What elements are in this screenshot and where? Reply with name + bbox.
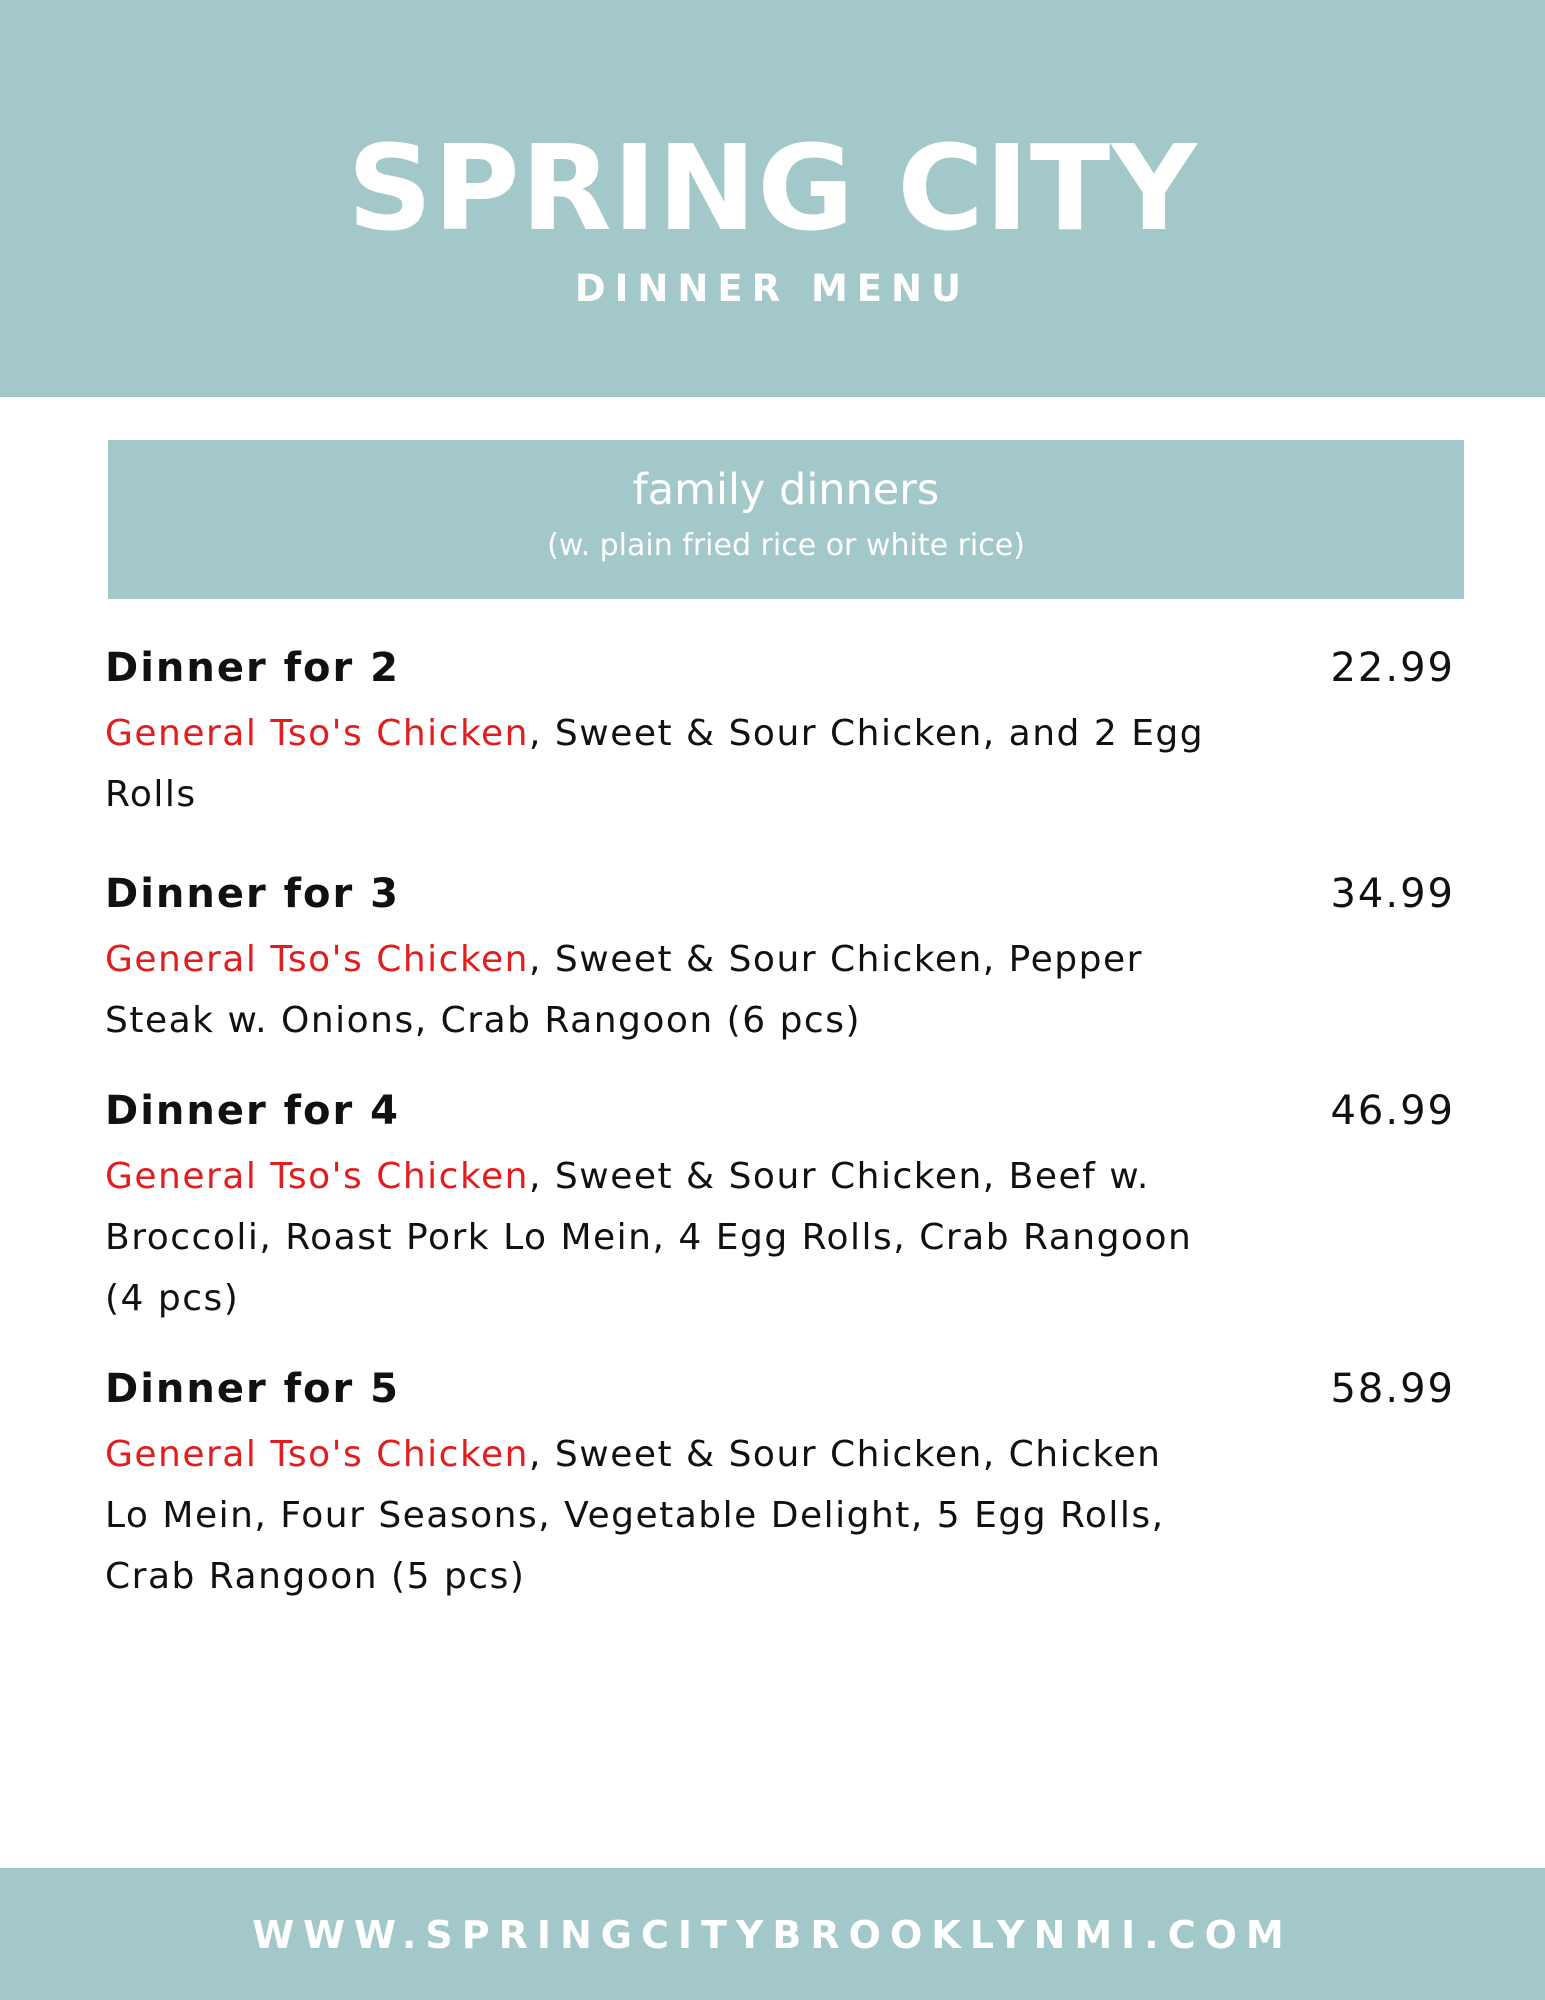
menu-item <box>105 1363 1455 1603</box>
menu-item-name: Dinner for 2 <box>105 645 401 691</box>
menu-item-description <box>105 929 1215 1051</box>
menu-item-price: 58.99 <box>1330 1366 1455 1412</box>
section-title: family dinners <box>632 465 940 515</box>
menu-item-description <box>105 1424 1215 1607</box>
section-note: (w. plain fried rice or white rice) <box>547 528 1025 563</box>
menu-item-description <box>105 1146 1215 1329</box>
menu-item-name: Dinner for 3 <box>105 871 401 917</box>
menu-item-highlight: General Tso's Chicken <box>105 939 530 980</box>
restaurant-name: SPRING CITY <box>347 119 1198 257</box>
menu-item-description-text: , Sweet & Sour Chicken, Pepper Steak w. Onions, Crab Rangoon (6 pcs) <box>105 939 1143 1041</box>
menu-item-description <box>105 703 1215 825</box>
menu-item <box>105 1085 1455 1325</box>
section-banner <box>108 440 1464 599</box>
menu-item <box>105 868 1455 1048</box>
website-url: WWW.SPRINGCITYBROOKLYNMI.COM <box>252 1913 1293 1957</box>
menu-item-highlight: General Tso's Chicken <box>105 1156 530 1197</box>
menu-item-highlight: General Tso's Chicken <box>105 713 530 754</box>
menu-item-description-text: , Sweet & Sour Chicken, Beef w. Broccoli, Roast Pork Lo Mein, 4 Egg Rolls, Crab Rangoon (4 pcs) <box>105 1156 1193 1319</box>
menu-item-description-text: , Sweet & Sour Chicken, and 2 Egg Rolls <box>105 713 1205 815</box>
menu-item-price: 34.99 <box>1330 871 1455 917</box>
menu-item-price: 22.99 <box>1330 645 1455 691</box>
menu-subtitle: DINNER MENU <box>574 267 971 310</box>
menu-item <box>105 642 1455 822</box>
menu-item-highlight: General Tso's Chicken <box>105 1434 530 1475</box>
menu-item-name: Dinner for 5 <box>105 1366 401 1412</box>
menu-item-description-text: , Sweet & Sour Chicken, Chicken Lo Mein, Four Seasons, Vegetable Delight, 5 Egg Rolls, Crab Rangoon (5 pcs) <box>105 1434 1165 1597</box>
menu-item-name: Dinner for 4 <box>105 1088 401 1134</box>
menu-item-price: 46.99 <box>1330 1088 1455 1134</box>
footer-banner <box>0 1868 1545 2000</box>
header-banner <box>0 0 1545 397</box>
